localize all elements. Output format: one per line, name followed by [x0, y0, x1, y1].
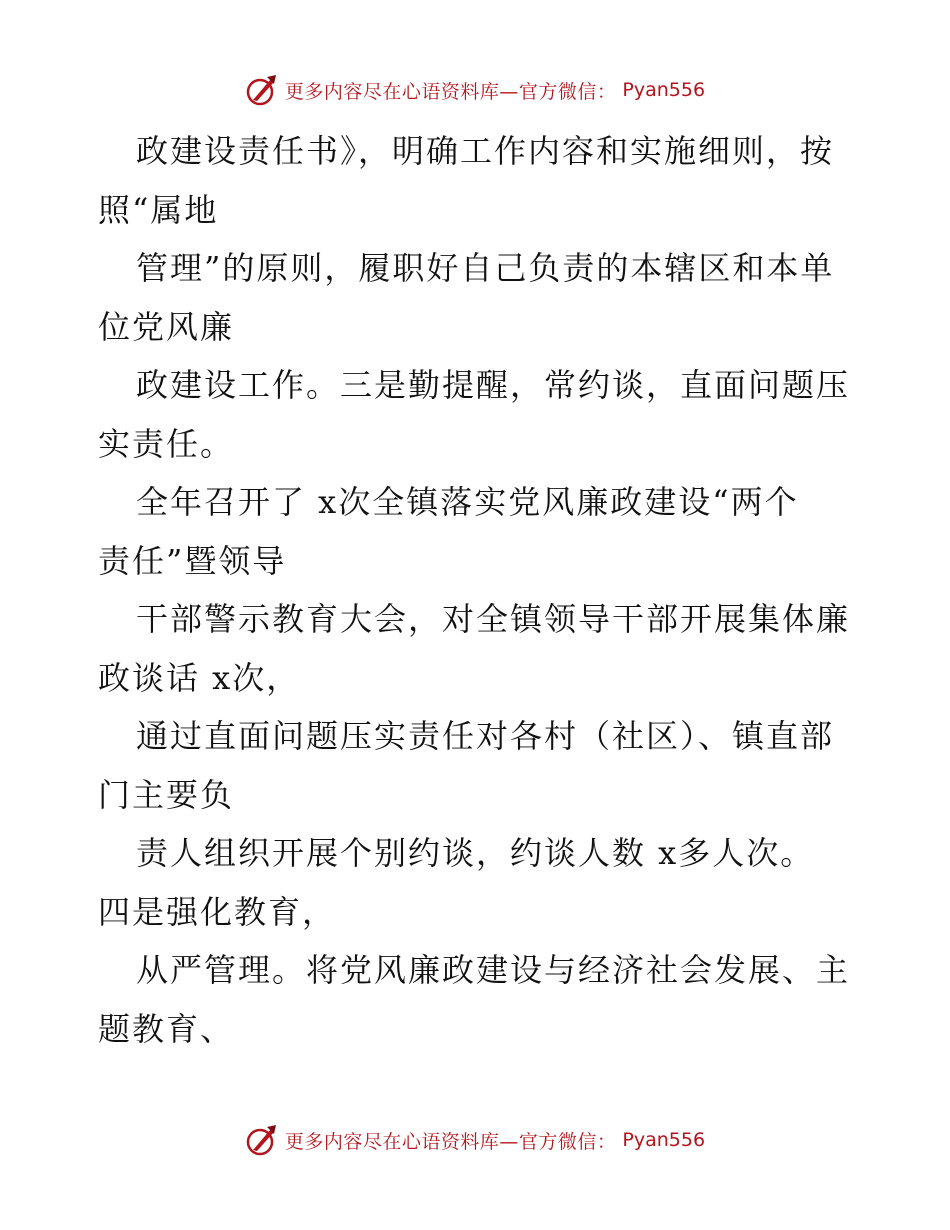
- banner-text: 更多内容尽在心语资料库—官方微信：: [284, 1130, 617, 1153]
- text-line: 干部警示教育大会，对全镇领导干部开展集体廉: [136, 600, 851, 638]
- text-line: 从严管理。将党风廉政建设与经济社会发展、主: [136, 951, 851, 989]
- text-line: 政建设责任书》，明确工作内容和实施细则，按: [136, 132, 835, 170]
- header-banner: [0, 70, 950, 110]
- text-line: 政建设工作。三是勤提醒，常约谈，直面问题压: [136, 366, 851, 404]
- footer-banner: [0, 1120, 950, 1160]
- text-line: 管理”的原则，履职好自己负责的本辖区和本单: [136, 249, 835, 287]
- text-line: 实责任。: [98, 424, 235, 463]
- banner-wechat-id: Pyan556: [622, 79, 706, 101]
- text-line: 照“属地: [98, 190, 219, 229]
- banner-wechat-id: Pyan556: [622, 1129, 706, 1151]
- text-line: 全年召开了 x次全镇落实党风廉政建设“两个: [136, 483, 799, 521]
- quill-pen-logo-icon: [245, 1123, 279, 1157]
- text-line: 责人组织开展个别约谈，约谈人数 x多人次。: [136, 834, 815, 872]
- text-line: 题教育、: [98, 1009, 235, 1048]
- text-line: 政谈话 x次，: [98, 658, 301, 697]
- text-line: 通过直面问题压实责任对各村（社区）、镇直部: [136, 717, 835, 755]
- text-line: 四是强化教育，: [98, 892, 337, 931]
- quill-pen-logo-icon: [245, 73, 279, 107]
- text-line: 责任”暨领导: [98, 541, 287, 580]
- banner-text: 更多内容尽在心语资料库—官方微信：: [284, 80, 617, 103]
- text-line: 门主要负: [98, 775, 235, 814]
- document-body: [98, 122, 858, 1058]
- text-line: 位党风廉: [98, 307, 235, 346]
